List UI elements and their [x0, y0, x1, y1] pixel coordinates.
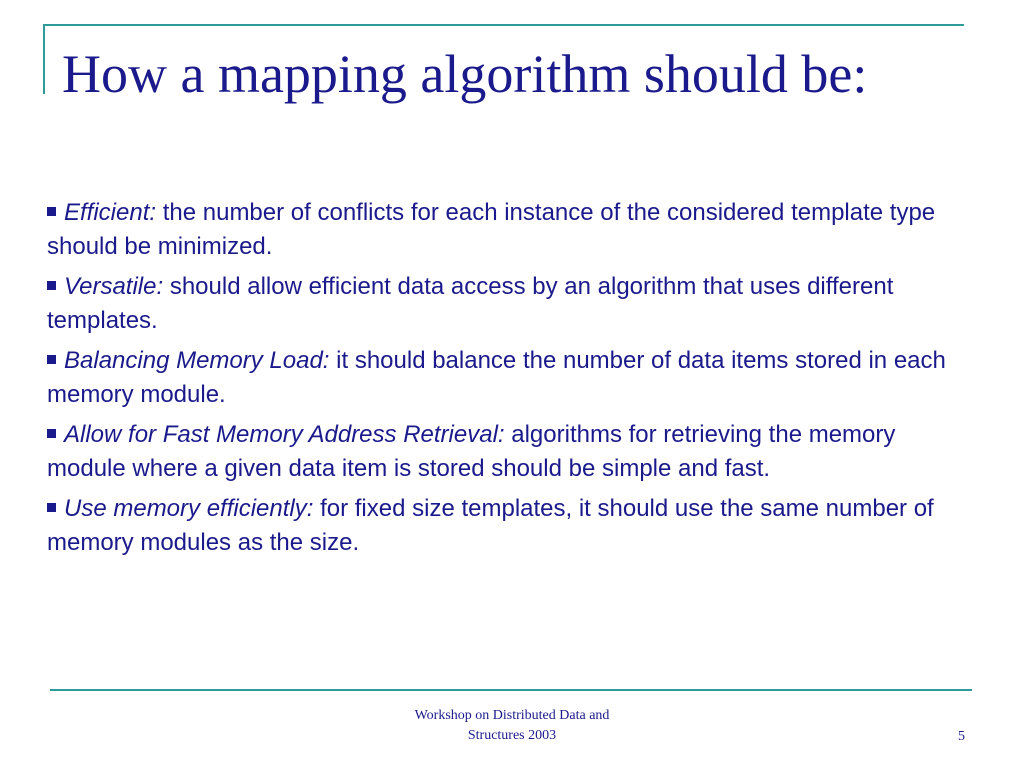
bullet-item — [47, 270, 977, 338]
footer-divider-line — [50, 689, 972, 691]
bullet-text: it should balance the number of data items stored in each memory module. — [47, 347, 946, 408]
square-bullet-icon — [47, 281, 56, 290]
left-divider-line — [43, 24, 45, 94]
footer-caption — [352, 706, 672, 746]
square-bullet-icon — [47, 207, 56, 216]
square-bullet-icon — [47, 355, 56, 364]
bullet-item — [47, 418, 977, 486]
bullet-item — [47, 492, 977, 560]
bullet-term: Versatile: — [64, 273, 164, 300]
bullet-term: Use memory efficiently: — [64, 495, 314, 522]
bullet-item — [47, 196, 977, 264]
page-number: 5 — [958, 729, 965, 744]
bullet-text: the number of conflicts for each instance of the considered template type should be minimized. — [47, 199, 936, 260]
bullet-text: should allow efficient data access by an algorithm that uses different templates. — [47, 273, 894, 334]
bullet-term: Allow for Fast Memory Address Retrieval: — [64, 421, 505, 448]
top-divider-line — [43, 24, 964, 26]
bullet-list — [47, 196, 977, 566]
bullet-text: for fixed size templates, it should use the same number of memory modules as the size. — [47, 495, 934, 556]
slide-title: How a mapping algorithm should be: — [62, 44, 868, 104]
bullet-term: Efficient: — [64, 199, 157, 226]
bullet-item — [47, 344, 977, 412]
square-bullet-icon — [47, 429, 56, 438]
bullet-text: algorithms for retrieving the memory module where a given data item is stored should be simple and fast. — [47, 421, 896, 482]
footer-line-1: Workshop on Distributed Data and — [414, 708, 610, 723]
square-bullet-icon — [47, 503, 56, 512]
bullet-term: Balancing Memory Load: — [64, 347, 330, 374]
footer-line-2: Structures 2003 — [467, 728, 557, 743]
